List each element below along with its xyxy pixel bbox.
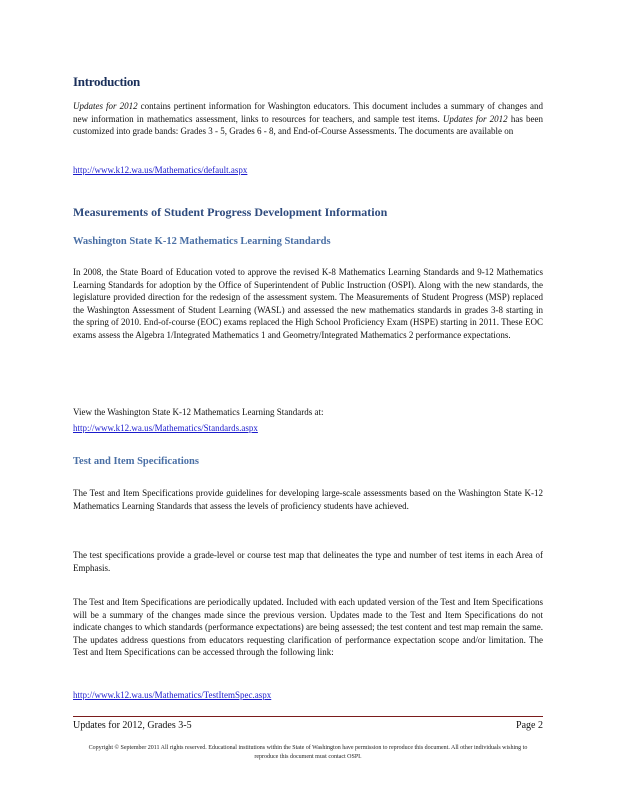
math-default-link[interactable]: http://www.k12.wa.us/Mathematics/default.aspx — [73, 165, 248, 175]
introduction-paragraph — [73, 100, 543, 138]
updates-title-italic: Updates for 2012 — [73, 101, 138, 111]
copyright-notice: Copyright © September 2011 All rights reserved. Educational institutions within the State of Washington have permission to reproduce this document. All other individuals wishing to reproduce this document must contact OSPI. — [88, 745, 528, 760]
footer-title: Updates for 2012, Grades 3-5 — [73, 720, 192, 731]
standards-paragraph: In 2008, the State Board of Education voted to approve the revised K-8 Mathematics Learning Standards and 9-12 Mathematics Learning Standards for adoption by the Office of Superintendent of Public Instruction (OSPI). Along with the new standards, the legislature provided direction for the redesign of the assessment system. The Measurements of Student Progress (MSP) replaced the Washington Assessment of Student Learning (WASL) and assessed the new mathematics standards in grades 3-8 starting in the spring of 2010. End-of-course (EOC) exams replaced the High School Proficiency Exam (HSPE) starting in 2011. These EOC exams assess the Algebra 1/Integrated Mathematics 1 and Geometry/Integrated Mathematics 2 performance expectations. — [73, 267, 543, 340]
test-specs-subheading: Test and Item Specifications — [73, 456, 199, 467]
standards-link[interactable]: http://www.k12.wa.us/Mathematics/Standards.aspx — [73, 423, 258, 433]
introduction-heading: Introduction — [73, 74, 140, 89]
view-standards-text: View the Washington State K-12 Mathematics Learning Standards at: — [73, 407, 324, 417]
test-item-spec-link[interactable]: http://www.k12.wa.us/Mathematics/TestItemSpec.aspx — [73, 690, 272, 700]
intro-text-1: contains pertinent information for Washington educators. This document includes a summary of changes and new information in mathematics assessment, links to resources for teachers, and sample test items. — [73, 101, 544, 124]
test-specs-paragraph-3: The Test and Item Specifications are periodically updated. Included with each updated version of the Test and Item Specifications will be a summary of the changes made since the previous version. Updates made to the Test and Item Specifications do not indicate changes to which standards (performance expectations) are being assessed; the test content and test map remain the same. The updates address questions from educators requesting clarification of performance expectation scope and/or limitation. The Test and Item Specifications can be accessed through the following link: — [73, 597, 543, 657]
page-number: Page 2 — [516, 720, 543, 731]
intro-text-2: has been customized into grade bands: Grades 3 - 5, Grades 6 - 8, and End-of-Course Assessments. The documents are available on — [73, 113, 543, 136]
test-specs-paragraph-2: The test specifications provide a grade-level or course test map that delineates the type and number of test items in each Area of Emphasis. — [73, 550, 543, 573]
test-specs-paragraph-1: The Test and Item Specifications provide guidelines for developing large-scale assessments based on the Washington State K-12 Mathematics Learning Standards that assess the levels of proficiency students have achieved. — [73, 488, 543, 511]
learning-standards-subheading: Washington State K-12 Mathematics Learning Standards — [73, 236, 331, 247]
measurements-heading: Measurements of Student Progress Development Information — [73, 205, 388, 219]
updates-title-italic-2: Updates for 2012 — [442, 113, 508, 124]
footer-divider — [73, 716, 543, 717]
